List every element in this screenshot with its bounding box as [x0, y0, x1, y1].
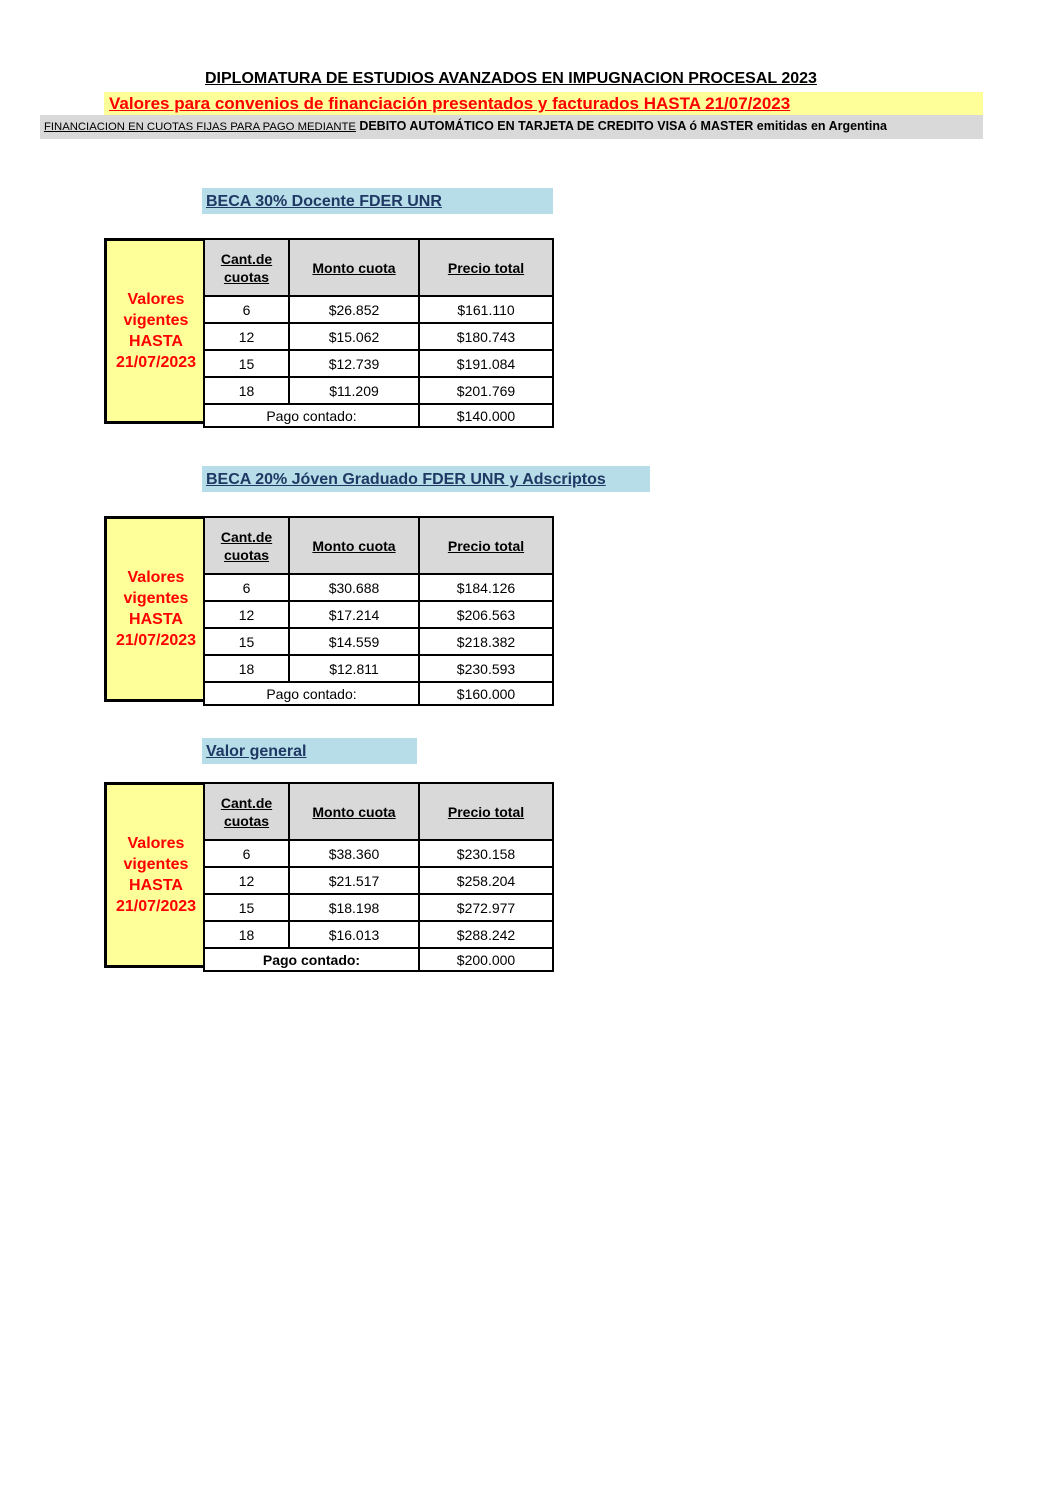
validity-text: Valores vigentes HASTA 21/07/2023 — [115, 569, 197, 649]
table-header-row — [204, 783, 553, 840]
cell-monto: $15.062 — [289, 323, 419, 350]
table-header-row — [204, 517, 553, 574]
cell-monto: $18.198 — [289, 894, 419, 921]
col-header-total: Precio total — [419, 239, 553, 296]
cell-total: $218.382 — [419, 628, 553, 655]
col-header-monto: Monto cuota — [289, 783, 419, 840]
cell-cuotas: 12 — [204, 323, 289, 350]
section-label-valor-general: Valor general — [202, 738, 417, 764]
cell-monto: $26.852 — [289, 296, 419, 323]
cell-total: $230.158 — [419, 840, 553, 867]
cell-total: $161.110 — [419, 296, 553, 323]
cell-cuotas: 6 — [204, 296, 289, 323]
cell-monto: $21.517 — [289, 867, 419, 894]
cell-monto: $17.214 — [289, 601, 419, 628]
validity-text: Valores vigentes HASTA 21/07/2023 — [115, 835, 197, 915]
cell-cuotas: 12 — [204, 601, 289, 628]
rate-table — [203, 238, 554, 428]
col-header-cuotas: Cant.de cuotas — [204, 239, 289, 296]
cell-monto: $30.688 — [289, 574, 419, 601]
validity-box — [104, 238, 205, 424]
cash-label: Pago contado: — [204, 682, 419, 705]
table-row — [204, 601, 553, 628]
cash-row — [204, 404, 553, 427]
col-header-monto: Monto cuota — [289, 239, 419, 296]
table-row — [204, 350, 553, 377]
validity-text: Valores vigentes HASTA 21/07/2023 — [115, 291, 197, 371]
validity-box — [104, 782, 205, 968]
cell-total: $191.084 — [419, 350, 553, 377]
col-header-total: Precio total — [419, 783, 553, 840]
table-row — [204, 921, 553, 948]
document-subtitle: Valores para convenios de financiación presentados y facturados HASTA 21/07/2023 — [104, 92, 983, 115]
financing-prefix: FINANCIACION EN CUOTAS FIJAS PARA PAGO MEDIANTE — [44, 121, 356, 133]
table-row — [204, 574, 553, 601]
cell-cuotas: 6 — [204, 574, 289, 601]
col-header-cuotas: Cant.de cuotas — [204, 517, 289, 574]
table-row — [204, 867, 553, 894]
rate-table — [203, 516, 554, 706]
cell-monto: $12.739 — [289, 350, 419, 377]
cash-label: Pago contado: — [204, 404, 419, 427]
cell-total: $206.563 — [419, 601, 553, 628]
document-title: DIPLOMATURA DE ESTUDIOS AVANZADOS EN IMPUGNACION PROCESAL 2023 — [205, 70, 817, 87]
cash-total: $140.000 — [419, 404, 553, 427]
section-label-beca-20: BECA 20% Jóven Graduado FDER UNR y Adscriptos — [202, 466, 650, 492]
cell-cuotas: 15 — [204, 894, 289, 921]
financing-method: DEBITO AUTOMÁTICO EN TARJETA DE CREDITO VISA ó MASTER emitidas en Argentina — [359, 119, 887, 133]
table-row — [204, 377, 553, 404]
cash-row — [204, 682, 553, 705]
cell-cuotas: 18 — [204, 655, 289, 682]
col-header-cuotas: Cant.de cuotas — [204, 783, 289, 840]
validity-box — [104, 516, 205, 702]
cell-monto: $14.559 — [289, 628, 419, 655]
table-row — [204, 894, 553, 921]
cell-monto: $12.811 — [289, 655, 419, 682]
rate-table — [203, 782, 554, 972]
cell-monto: $38.360 — [289, 840, 419, 867]
cell-monto: $16.013 — [289, 921, 419, 948]
rate-block-beca-20 — [104, 516, 554, 702]
rate-block-beca-30 — [104, 238, 554, 424]
cell-cuotas: 15 — [204, 350, 289, 377]
table-row — [204, 628, 553, 655]
table-row — [204, 296, 553, 323]
cell-cuotas: 15 — [204, 628, 289, 655]
section-label-beca-30: BECA 30% Docente FDER UNR — [202, 188, 553, 214]
cash-label: Pago contado: — [204, 948, 419, 971]
cell-cuotas: 18 — [204, 921, 289, 948]
cell-total: $180.743 — [419, 323, 553, 350]
table-row — [204, 323, 553, 350]
cash-total: $200.000 — [419, 948, 553, 971]
cell-total: $288.242 — [419, 921, 553, 948]
cell-total: $258.204 — [419, 867, 553, 894]
col-header-total: Precio total — [419, 517, 553, 574]
cell-total: $201.769 — [419, 377, 553, 404]
cell-total: $184.126 — [419, 574, 553, 601]
cell-cuotas: 12 — [204, 867, 289, 894]
table-row — [204, 655, 553, 682]
cell-cuotas: 6 — [204, 840, 289, 867]
table-header-row — [204, 239, 553, 296]
cash-total: $160.000 — [419, 682, 553, 705]
cell-total: $230.593 — [419, 655, 553, 682]
cell-monto: $11.209 — [289, 377, 419, 404]
cell-total: $272.977 — [419, 894, 553, 921]
cash-row — [204, 948, 553, 971]
table-row — [204, 840, 553, 867]
financing-note — [40, 115, 983, 139]
rate-block-valor-general — [104, 782, 554, 968]
col-header-monto: Monto cuota — [289, 517, 419, 574]
cell-cuotas: 18 — [204, 377, 289, 404]
